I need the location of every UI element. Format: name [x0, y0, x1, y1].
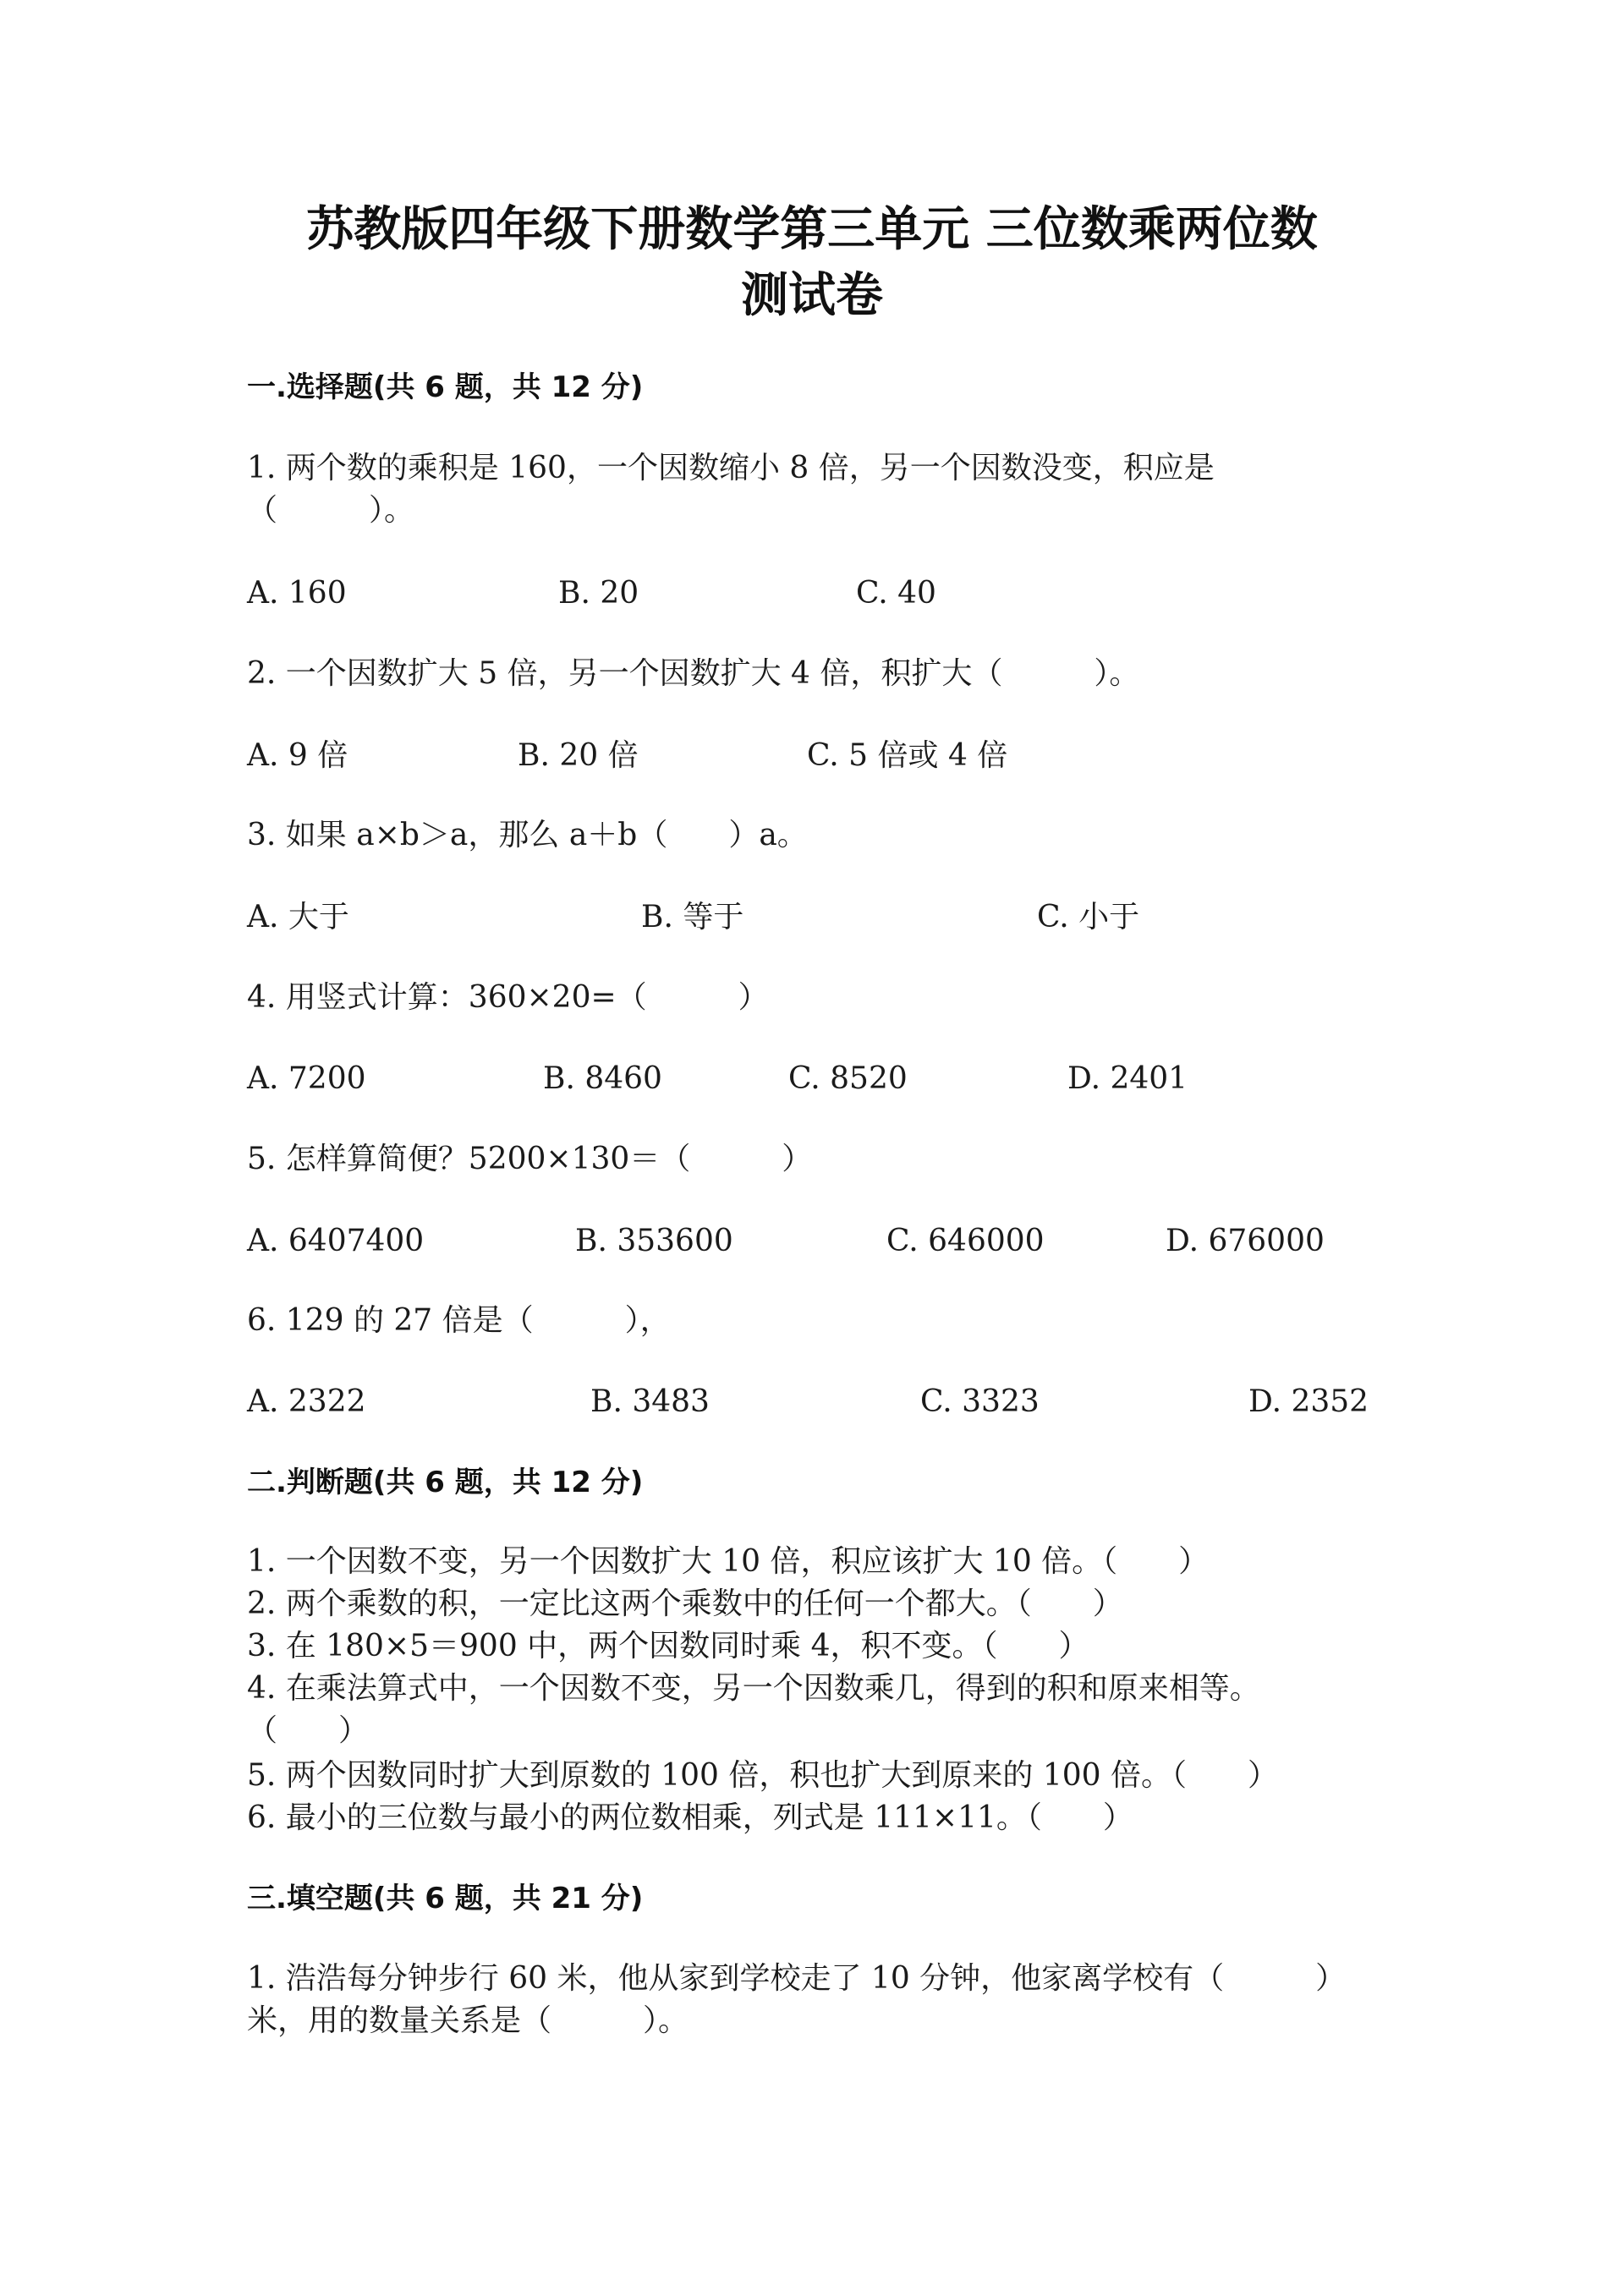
question-4-option-b: B. 8460	[543, 1061, 662, 1096]
question-3-option-c: C. 小于	[1037, 900, 1140, 934]
question-6-option-c: C. 3323	[920, 1384, 1040, 1419]
fill-in-1-line1: 1. 浩浩每分钟步行 60 米，他从家到学校走了 10 分钟，他家离学校有（ ）	[247, 1961, 1347, 1996]
question-5-option-a: A. 6407400	[247, 1224, 425, 1258]
question-4-line1: 4. 用竖式计算：360×20=（ ）	[247, 980, 769, 1015]
section-heading-choice: 一.选择题(共 6 题，共 12 分)	[247, 370, 644, 404]
question-6-line1: 6. 129 的 27 倍是（ ），	[247, 1303, 671, 1338]
judgement-4-line2: （ ）	[247, 1713, 370, 1748]
section-heading-judgement: 二.判断题(共 6 题，共 12 分)	[247, 1466, 644, 1499]
question-2-option-c: C. 5 倍或 4 倍	[807, 738, 1008, 773]
question-1-line2: （ ）。	[247, 493, 415, 528]
fill-in-1-line2: 米，用的数量关系是（ ）。	[247, 2003, 689, 2038]
judgement-2: 2. 两个乘数的积，一定比这两个乘数中的任何一个都大。（ ）	[247, 1586, 1123, 1621]
judgement-1: 1. 一个因数不变，另一个因数扩大 10 倍，积应该扩大 10 倍。（ ）	[247, 1544, 1210, 1579]
question-1-option-c: C. 40	[856, 576, 936, 611]
question-4-option-c: C. 8520	[788, 1061, 908, 1096]
question-4-option-a: A. 7200	[247, 1061, 366, 1096]
worksheet-title-line1: 苏教版四年级下册数学第三单元 三位数乘两位数	[306, 202, 1318, 257]
question-1-line1: 1. 两个数的乘积是 160，一个因数缩小 8 倍，另一个因数没变，积应是	[247, 451, 1215, 485]
question-3-line1: 3. 如果 a×b＞a，那么 a＋b（ ）a。	[247, 818, 808, 852]
question-1-option-a: A. 160	[247, 576, 347, 611]
worksheet-title-line2: 测试卷	[741, 268, 883, 323]
question-2-option-a: A. 9 倍	[247, 738, 348, 773]
question-6-option-d: D. 2352	[1248, 1384, 1369, 1419]
question-6-option-b: B. 3483	[590, 1384, 710, 1419]
question-5-option-d: D. 676000	[1166, 1224, 1325, 1258]
judgement-5: 5. 两个因数同时扩大到原数的 100 倍，积也扩大到原来的 100 倍。（ ）	[247, 1758, 1278, 1793]
question-2-option-b: B. 20 倍	[518, 738, 639, 773]
question-1-option-b: B. 20	[558, 576, 639, 611]
question-5-option-c: C. 646000	[886, 1224, 1045, 1258]
question-3-option-b: B. 等于	[641, 900, 744, 934]
judgement-3: 3. 在 180×5＝900 中，两个因数同时乘 4，积不变。（ ）	[247, 1629, 1089, 1663]
judgement-4-line1: 4. 在乘法算式中，一个因数不变，另一个因数乘几，得到的积和原来相等。	[247, 1671, 1260, 1706]
judgement-6: 6. 最小的三位数与最小的两位数相乘，列式是 111×11。（ ）	[247, 1800, 1133, 1835]
section-heading-fill-in: 三.填空题(共 6 题，共 21 分)	[247, 1882, 644, 1915]
question-3-option-a: A. 大于	[247, 900, 349, 934]
question-2-line1: 2. 一个因数扩大 5 倍，另一个因数扩大 4 倍，积扩大（ ）。	[247, 656, 1140, 691]
question-4-option-d: D. 2401	[1067, 1061, 1188, 1096]
question-6-option-a: A. 2322	[247, 1384, 366, 1419]
question-5-line1: 5. 怎样算简便？5200×130＝（ ）	[247, 1142, 813, 1176]
question-5-option-b: B. 353600	[575, 1224, 733, 1258]
